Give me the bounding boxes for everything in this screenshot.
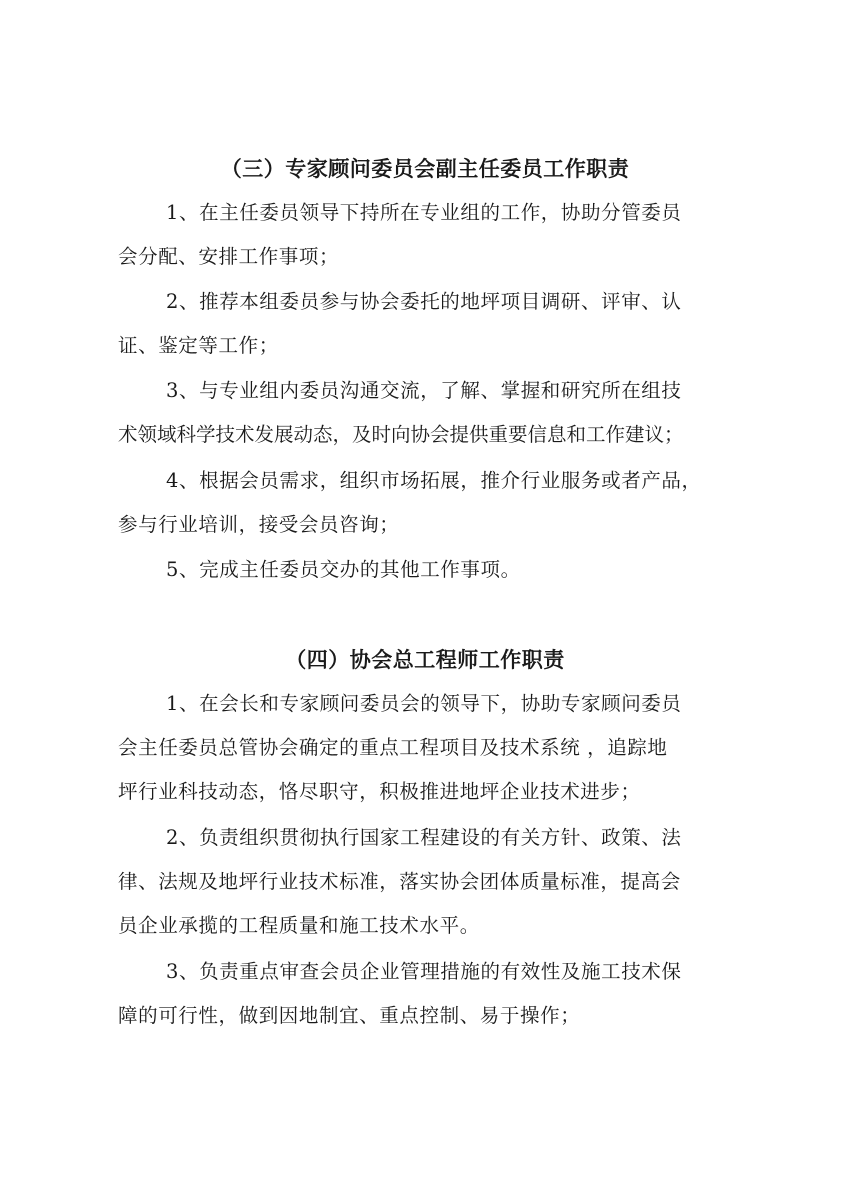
text-line: 1、在主任委员领导下持所在专业组的工作，协助分管委员 — [166, 201, 682, 224]
section-3-item-5 — [118, 548, 728, 592]
text-line: 律、法规及地坪行业技术标准，落实协会团体质量标准，提高会 — [118, 870, 681, 893]
text-line: 1、在会长和专家顾问委员会的领导下，协助专家顾问委员 — [166, 692, 682, 715]
section-4-item-1 — [118, 682, 728, 814]
section-3-item-4 — [118, 459, 728, 547]
section-heading-3: （三）专家顾问委员会副主任委员工作职责 — [220, 157, 630, 181]
text-line: 4、根据会员需求，组织市场拓展，推介行业服务或者产品， — [166, 469, 702, 492]
text-line: 障的可行性，做到因地制宜、重点控制、易于操作； — [118, 1004, 581, 1027]
text-line: 会分配、安排工作事项； — [118, 245, 340, 268]
text-line: 参与行业培训，接受会员咨询； — [118, 513, 400, 536]
text-line: 术领域科学技术发展动态，及时向协会提供重要信息和工作建议； — [118, 423, 684, 446]
section-3-item-2 — [118, 280, 728, 368]
text-line: 员企业承揽的工程质量和施工技术水平。 — [118, 914, 480, 937]
text-line: 2、负责组织贯彻执行国家工程建设的有关方针、政策、法 — [166, 826, 682, 849]
section-heading-4: （四）协会总工程师工作职责 — [285, 648, 565, 672]
text-line: 3、与专业组内委员沟通交流，了解、掌握和研究所在组技 — [166, 379, 682, 402]
text-line: 5、完成主任委员交办的其他工作事项。 — [166, 558, 521, 581]
text-line: 会主任委员总管协会确定的重点工程项目及技术系统 ，追踪地 — [118, 736, 668, 759]
section-4-item-2 — [118, 816, 728, 948]
section-4-item-3 — [118, 950, 728, 1038]
section-3-item-1 — [118, 191, 728, 279]
section-3-item-3 — [118, 369, 728, 457]
text-line: 2、推荐本组委员参与协会委托的地坪项目调研、评审、认 — [166, 290, 682, 313]
text-line: 坪行业科技动态，恪尽职守，积极推进地坪企业技术进步； — [118, 780, 641, 803]
text-line: 证、鉴定等工作； — [118, 334, 279, 357]
text-line: 3、负责重点审查会员企业管理措施的有效性及施工技术保 — [166, 960, 682, 983]
